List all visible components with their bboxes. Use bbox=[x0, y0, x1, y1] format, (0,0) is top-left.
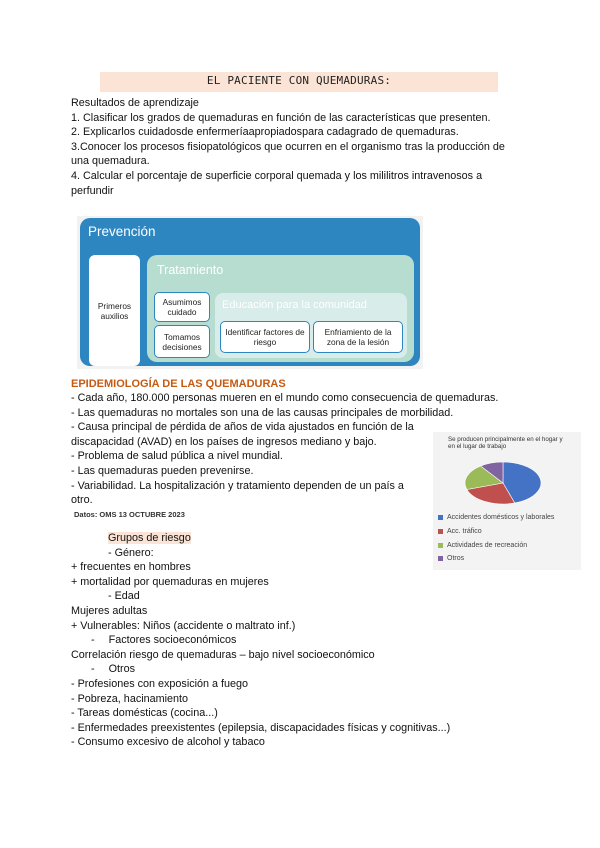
make-decisions-label: Tomamos decisiones bbox=[162, 331, 202, 352]
objective-item: 3.Conocer los procesos fisiopatológicos que ocurren en el organismo tras la producción de una quemadura. bbox=[71, 140, 505, 168]
legend-item bbox=[438, 514, 554, 521]
make-decisions-box bbox=[154, 325, 210, 358]
legend-swatch bbox=[438, 515, 443, 520]
epidemiology-heading: EPIDEMIOLOGÍA DE LAS QUEMADURAS bbox=[71, 378, 286, 390]
epidemiology-line: - Cada año, 180.000 personas mueren en el mundo como consecuencia de quemaduras. bbox=[71, 392, 499, 404]
learning-objectives bbox=[71, 96, 531, 198]
assume-care-box bbox=[154, 292, 210, 322]
risk-line: + frecuentes en hombres bbox=[71, 561, 191, 574]
legend-label: Accidentes domésticos y laborales bbox=[447, 514, 555, 521]
epidemiology-line: otro. bbox=[71, 494, 93, 507]
risk-subheading bbox=[71, 633, 450, 648]
risk-line: - Género: bbox=[108, 546, 154, 559]
page-title: EL PACIENTE CON QUEMADURAS: bbox=[206, 74, 392, 87]
risk-line: Correlación riesgo de quemaduras – bajo nivel socioeconómico bbox=[71, 648, 375, 661]
risk-subheading-label: Otros bbox=[108, 663, 136, 676]
prevention-label: Prevención bbox=[88, 224, 156, 239]
objective-item: 1. Clasificar los grados de quemaduras en función de las características que presenten. bbox=[71, 111, 491, 124]
bullet-dash: - bbox=[91, 663, 95, 676]
risk-subheading-label: Factores socioeconómicos bbox=[108, 634, 237, 647]
cool-zone-label: Enfriamiento de la zona de la lesión bbox=[324, 327, 392, 347]
data-source: Datos: OMS 13 OCTUBRE 2023 bbox=[74, 510, 185, 519]
chart-title: Se producen principalmente en el hogar y en el lugar de trabajo bbox=[448, 436, 563, 451]
first-aid-label: Primeros auxilios bbox=[97, 300, 132, 321]
assume-care-label: Asumimos cuidado bbox=[162, 297, 202, 317]
epidemiology-line: - Las quemaduras no mortales son una de las causas principales de morbilidad. bbox=[71, 406, 454, 419]
risk-line: - Tareas domésticas (cocina...) bbox=[71, 707, 218, 720]
legend-label: Otros bbox=[447, 555, 465, 562]
risk-line: + mortalidad por quemaduras en mujeres bbox=[71, 575, 269, 588]
legend-item bbox=[438, 542, 527, 549]
objective-item: 4. Calcular el porcentaje de superficie corporal quemada y los mililitros intravenosos a perfundir bbox=[71, 169, 483, 197]
risk-groups bbox=[71, 531, 450, 750]
risk-line: Mujeres adultas bbox=[71, 604, 148, 617]
pie-chart bbox=[458, 458, 548, 508]
epidemiology-line: - Variabilidad. La hospitalización y tratamiento dependen de un país a bbox=[71, 479, 404, 492]
first-aid-box bbox=[89, 255, 140, 366]
legend-label: Actividades de recreación bbox=[447, 542, 528, 549]
epidemiology-line: - Causa principal de pérdida de años de vida ajustados en función de la bbox=[71, 421, 414, 434]
epidemiology-line: - Problema de salud pública a nivel mundial. bbox=[71, 450, 283, 463]
objectives-heading: Resultados de aprendizaje bbox=[71, 97, 199, 109]
risk-line: - Edad bbox=[108, 590, 140, 603]
risk-line: + Vulnerables: Niños (accidente o maltrato inf.) bbox=[71, 619, 296, 632]
risk-subheading bbox=[71, 662, 450, 677]
risk-groups-heading: Grupos de riesgo bbox=[108, 532, 191, 544]
legend-label: Acc. tráfico bbox=[447, 528, 482, 535]
risk-line: - Consumo excesivo de alcohol y tabaco bbox=[71, 736, 265, 749]
epidemiology-line: - Las quemaduras pueden prevenirse. bbox=[71, 464, 254, 477]
treatment-label: Tratamiento bbox=[157, 263, 224, 277]
epidemiology-line: discapacidad (AVAD) en los países de ingresos mediano y bajo. bbox=[71, 435, 377, 448]
identify-risk-box bbox=[220, 321, 310, 353]
risk-line: - Profesiones con exposición a fuego bbox=[71, 677, 249, 690]
risk-line: - Enfermedades preexistentes (epilepsia, discapacidades físicas y cognitivas...) bbox=[71, 721, 451, 734]
identify-risk-label: Identificar factores de riesgo bbox=[225, 327, 305, 347]
community-education-label: Educación para la comunidad bbox=[222, 299, 367, 311]
risk-line: - Pobreza, hacinamiento bbox=[71, 692, 189, 705]
objective-item: 2. Explicarlos cuidadosde enfermeríaapropiadospara cadagrado de quemaduras. bbox=[71, 126, 459, 139]
bullet-dash: - bbox=[91, 634, 95, 647]
cool-zone-box bbox=[313, 321, 403, 353]
